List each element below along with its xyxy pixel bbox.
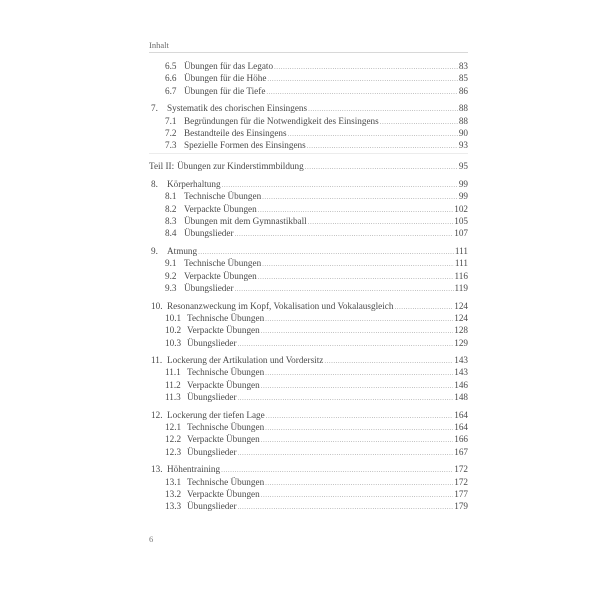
toc-chapter-entry[interactable] [149,409,468,421]
entry-page-number: 90 [458,127,468,138]
toc-chapter-entry[interactable] [149,245,468,257]
entry-title: Technische Übungen [187,422,265,433]
entry-title: Technische Übungen [187,367,265,378]
entry-title: Übungen für das Legato [184,61,274,71]
entry-title: Übungslieder [187,446,237,457]
entry-title: Verpackte Übungen [187,488,260,499]
entry-title: Verpackte Übungen [187,325,260,336]
entry-title: Spezielle Formen des Einsingens [184,140,306,151]
dot-leader [235,283,454,295]
entry-number: 9. [151,246,158,257]
dot-leader [235,228,454,240]
entry-title: Höhentraining [167,464,221,475]
entry-number: 7. [151,103,158,114]
toc-section-entry[interactable] [149,421,468,433]
entry-page-number: 99 [458,179,468,190]
entry-title: Verpackte Übungen [187,379,260,390]
entry-number: 8.4 [165,228,177,239]
toc-section-entry[interactable] [149,337,468,349]
entry-number: 12. [151,409,163,420]
entry-page-number: 124 [454,300,468,311]
part-separator [149,153,468,160]
toc-chapter-entry[interactable] [149,102,468,114]
entry-number: 11.1 [165,367,181,378]
toc-section-entry[interactable] [149,257,468,269]
entry-page-number: 88 [458,103,468,114]
toc-section-entry[interactable] [149,85,468,97]
entry-title: Übungen für die Höhe [184,73,267,84]
entry-page-number: 143 [454,367,468,378]
entry-number: 6.5 [165,61,177,71]
entry-title: Verpackte Übungen [187,434,260,445]
entry-number: 12.2 [165,434,182,445]
entry-number: 13.1 [165,476,182,487]
toc-section-entry[interactable] [149,203,468,215]
toc-section-entry[interactable] [149,190,468,202]
entry-number: 8.1 [165,191,177,202]
toc-section-entry[interactable] [149,139,468,151]
toc-section-entry[interactable] [149,433,468,445]
entry-title: Atmung [167,246,198,257]
entry-page-number: 88 [458,115,468,126]
entry-number: 11.2 [165,379,181,390]
entry-page-number: 164 [454,409,468,420]
entry-page-number: 102 [454,203,468,214]
toc-section-entry[interactable] [149,391,468,403]
entry-title: Begründungen für die Notwendigkeit des Einsingens [184,115,379,126]
entry-title: Übungslieder [187,392,237,403]
header-rule [149,52,468,53]
entry-number: 6.7 [165,85,177,96]
toc-section-entry[interactable] [149,227,468,239]
entry-title: Verpackte Übungen [184,270,257,281]
entry-number: 9.1 [165,258,177,269]
toc-chapter-entry[interactable] [149,354,468,366]
toc-section-entry[interactable] [149,127,468,139]
toc-section-entry[interactable] [149,312,468,324]
toc-section-entry[interactable] [149,324,468,336]
entry-title: Verpackte Übungen [184,203,257,214]
entry-title: Körperhaltung [167,179,221,190]
entry-number: 10.1 [165,312,182,323]
entry-page-number: 107 [454,228,468,239]
entry-title: Lockerung der Artikulation und Vordersitz [167,355,324,366]
dot-leader [307,140,458,152]
entry-page-number: 83 [458,61,468,71]
entry-number: 8.3 [165,216,177,227]
toc-section-entry[interactable] [149,500,468,512]
entry-title: Technische Übungen [184,258,262,269]
entry-title: Übungslieder [187,501,237,512]
entry-title: Technische Übungen [184,191,262,202]
dot-leader [238,338,454,350]
entry-number: 6.6 [165,73,177,84]
toc-section-entry[interactable] [149,282,468,294]
entry-page-number: 111 [454,246,468,257]
toc-chapter-entry[interactable] [149,463,468,475]
entry-page-number: 129 [454,337,468,348]
entry-title: Bestandteile des Einsingens [184,127,287,138]
entry-number: Teil II: [149,161,175,172]
entry-number: 12.1 [165,422,182,433]
entry-title: Übungslieder [184,228,234,239]
entry-number: 7.3 [165,140,177,151]
toc-section-entry[interactable] [149,72,468,84]
entry-page-number: 167 [454,446,468,457]
entry-page-number: 166 [454,434,468,445]
toc-section-entry[interactable] [149,60,468,72]
entry-number: 10.2 [165,325,182,336]
dot-leader [238,501,454,513]
entry-page-number: 172 [454,464,468,475]
entry-number: 10.3 [165,337,182,348]
entry-page-number: 177 [454,488,468,499]
entry-number: 13.2 [165,488,182,499]
entry-page-number: 124 [454,312,468,323]
toc-chapter-entry[interactable] [149,300,468,312]
entry-number: 13.3 [165,501,182,512]
entry-title: Übungen für die Tiefe [184,85,266,96]
toc-section-entry[interactable] [149,476,468,488]
dot-leader [266,86,457,98]
page-number: 6 [149,534,154,544]
entry-page-number: 99 [458,191,468,202]
table-of-contents [149,60,468,513]
entry-page-number: 105 [454,216,468,227]
dot-leader [305,161,458,173]
entry-page-number: 164 [454,422,468,433]
entry-page-number: 95 [458,161,468,172]
entry-page-number: 172 [454,476,468,487]
entry-page-number: 179 [454,501,468,512]
entry-page-number: 148 [454,392,468,403]
toc-part-entry[interactable] [149,160,468,172]
entry-title: Resonanzweckung im Kopf, Vokalisation und Vokalausgleich [167,300,394,311]
entry-page-number: 143 [454,355,468,366]
toc-section-entry[interactable] [149,488,468,500]
entry-page-number: 93 [458,140,468,151]
entry-page-number: 119 [454,282,468,293]
entry-title: Übungen zur Kinderstimmbildung [177,161,304,172]
entry-page-number: 85 [458,73,468,84]
toc-chapter-entry[interactable] [149,178,468,190]
entry-number: 9.3 [165,282,177,293]
entry-number: 9.2 [165,270,177,281]
entry-number: 11.3 [165,392,181,403]
dot-leader [238,392,454,404]
entry-title: Technische Übungen [187,476,265,487]
toc-section-entry[interactable] [149,379,468,391]
toc-section-entry[interactable] [149,115,468,127]
entry-title: Lockerung der tiefen Lage [167,409,265,420]
entry-page-number: 128 [454,325,468,336]
entry-number: 8.2 [165,203,177,214]
entry-number: 11. [151,355,163,366]
toc-section-entry[interactable] [149,366,468,378]
entry-number: 7.2 [165,127,177,138]
entry-page-number: 111 [454,258,468,269]
running-head: Inhalt [149,40,169,50]
toc-section-entry[interactable] [149,215,468,227]
entry-page-number: 116 [454,270,468,281]
toc-section-entry[interactable] [149,270,468,282]
dot-leader [238,447,454,459]
entry-number: 8. [151,179,158,190]
entry-title: Systematik des chorischen Einsingens [167,103,308,114]
entry-page-number: 86 [458,85,468,96]
entry-number: 10. [151,300,163,311]
entry-title: Übungslieder [184,282,234,293]
entry-number: 12.3 [165,446,182,457]
toc-section-entry[interactable] [149,446,468,458]
entry-title: Übungen mit dem Gymnastikball [184,216,307,227]
entry-number: 13. [151,464,163,475]
entry-number: 7.1 [165,115,177,126]
entry-title: Übungslieder [187,337,237,348]
entry-page-number: 146 [454,379,468,390]
entry-title: Technische Übungen [187,312,265,323]
